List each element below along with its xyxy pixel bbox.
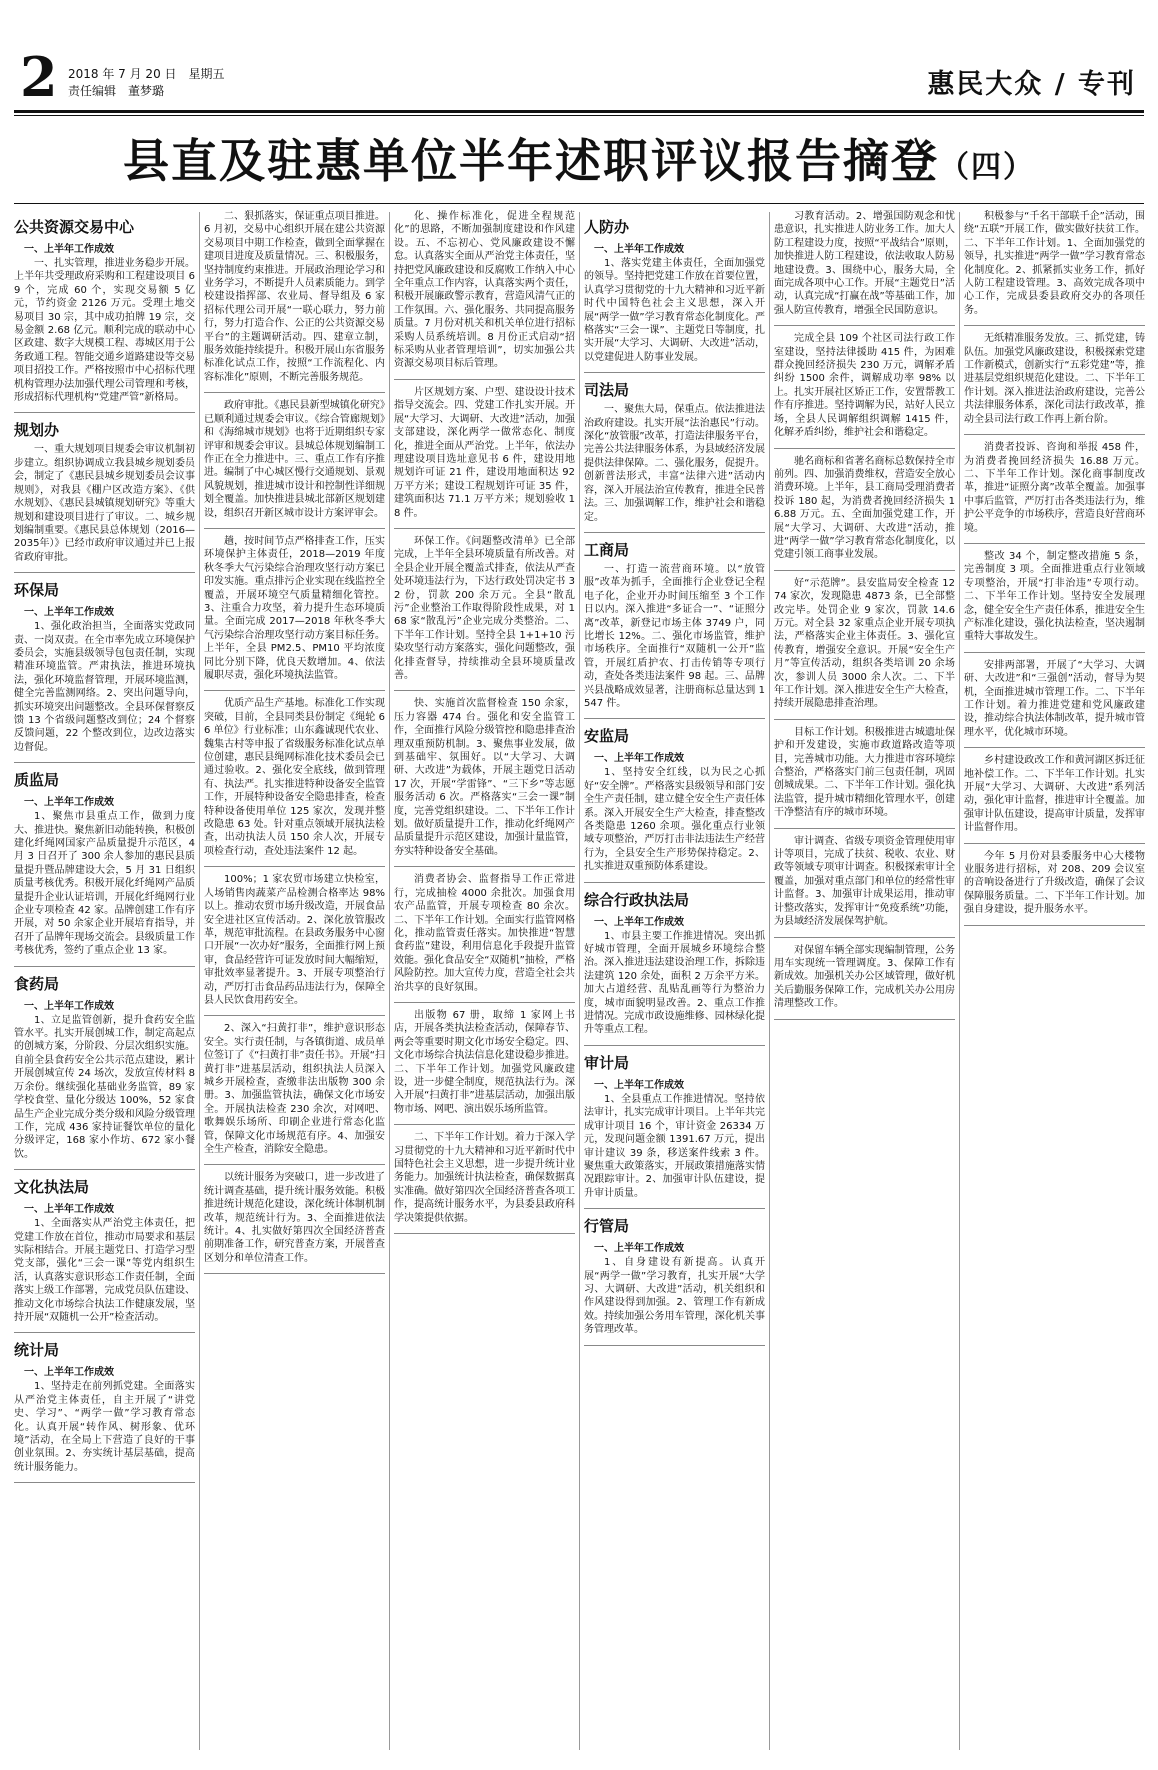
article-block: [584, 725, 765, 873]
column-divider: [579, 212, 580, 1750]
article-block: [394, 210, 575, 371]
section-divider: [14, 1482, 195, 1483]
header-rule-thick: [14, 110, 1144, 113]
article-block: [204, 697, 385, 858]
article-body: 1、坚持走在前列抓党建。全面落实从严治党主体责任，自主开展了“讲党史、学习”、“两学一做”学习教育常态化。认真开展“转作风、树形象、优环境”活动，在全局上下营造了良好的干事创业氛围。2、夯实统计基层基础，提高统计服务能力。: [14, 1381, 195, 1473]
article-title: 司法局: [584, 381, 630, 400]
article-subtitle: 一、上半年工作成效: [594, 1079, 684, 1091]
article-block: [584, 379, 765, 524]
brand-name: 惠民大众: [927, 69, 1044, 100]
article-block: [964, 441, 1145, 535]
article-title: 安监局: [584, 727, 630, 746]
column-divider: [199, 212, 200, 1750]
article-body: 习教育活动。2、增强国防观念和忧患意识，扎实推进人防业务工作。加大人防工程建设力度，按照“平战结合”原则，加快推进人防工程建设，依法收取人防易地建设费。3、围绕中心，服务大局，全面完成各项中心工作。开展“主题党日”活动，认真完成“打赢在战”等基础工作，加强人防宣传教育，增强全民国防意识。: [774, 211, 955, 316]
article-body: 1、市县主要工作推进情况。突出抓好城市管理，全面开展城乡环境综合整治。深入推进违法建设治理工作，拆除违法建筑 120 余处，面积 2 万余平方米。加大占道经营、乱贴乱画等行为整治力度，城市面貌明显改善。2、重点工作推进情况。完成市政设施维修、园林绿化提升等重点工程。: [584, 930, 765, 1036]
article-block: [964, 550, 1145, 644]
article-body: 乡村建设政改工作和黄河湖区拆迁征地补偿工作。二、下半年工作计划。扎实开展“大学习、大调研、大改进”系列活动，强化审计监督，推进审计全覆盖。加强审计队伍建设，提高审计质量，发挥审计监督作用。: [964, 755, 1145, 834]
section-divider: [14, 572, 195, 573]
article-subtitle: 一、上半年工作成效: [24, 1367, 114, 1379]
article-body: 无纸精准服务发放。三、抓党建，铸队伍。加强党风廉政建设，积极探索党建工作新模式，创新实行“五彩党建”等，推进基层党组织规范化建设。二、下半年工作计划。深入推进法治政府建设，完善公共法律服务体系，深化司法行政改革，推动全县司法行政工作再上新台阶。: [964, 333, 1145, 425]
article-title: 质监局: [14, 771, 60, 790]
section-divider: [774, 719, 955, 720]
article-body: 优质产品生产基地。标准化工作实现突破，目前，全县同类县份制定《绳轮 66 单位》行业标准；山东鑫诚现代农业、魏集古村等申报了省级服务标准化试点单位创建，惠民县绳网标准化技术委员会已通过验收。2、强化安全底线，做到管理有、执法严。扎实推进特种设备安全监管工作，开展特种设备安全隐患排查，检查特种设备使用单位 125 家次，发现并整改隐患 63 处。针对重点领域开展执法检查，出动执法人员 150 余人次，开展专项检查行动，查处违法案件 12 起。: [204, 698, 385, 857]
brand-logo: 惠民大众 / 专刊: [927, 69, 1136, 100]
article-block: [964, 210, 1145, 317]
article-body: 一、聚焦大局，保重点。依法推进法治政府建设。扎实开展“法治惠民”行动。深化“放管服”改革，打造法律服务平台，完善公共法律服务体系，为县域经济发展提供法律保障。二、强化服务，促提升。创新普法形式，丰富“法律六进”活动内容，深入开展法治宣传教育，推进全民普法。三、加强调解工作，维护社会和谐稳定。: [584, 404, 765, 523]
article-block: [964, 659, 1145, 739]
section-divider: [964, 747, 1145, 748]
article-block: [584, 889, 765, 1037]
headline-part: （四）: [939, 150, 1035, 185]
section-divider: [584, 372, 765, 373]
article-title: 环保局: [14, 581, 60, 600]
article-body: 1、聚焦市县重点工作，做到力度大、推进快。聚焦新旧动能转换，积极创建化纤绳网国家产品质量提升示范区，4 月 3 日召开了 300 余人参加的惠民县质量提升暨品牌建设大会，5 月 31 日组织质量考核优秀。积极开展化纤绳网产品质量提升企业认证培训，开展化纤绳网行业企业专项检查 42 家。品牌创建工作有序开展，对 50 余家企业开展培育指导，并召开了品牌年现场交流会。县级质量工作考核优秀，签约了重点企业 13 家。: [14, 811, 195, 957]
article-block: [394, 1131, 575, 1225]
article-block: [964, 332, 1145, 426]
article-block: [774, 577, 955, 711]
section-divider: [204, 1015, 385, 1016]
article-subtitle: 一、上半年工作成效: [24, 797, 114, 809]
section-divider: [204, 1164, 385, 1165]
section-divider: [394, 690, 575, 691]
article-title: 公共资源交易中心: [14, 218, 135, 236]
section-divider: [584, 1345, 765, 1346]
article-block: [14, 769, 195, 957]
article-body: 审计调查、省级专项资金管理使用审计等项目，完成了扶贫、税收、农业、财政等领域专项审计调查。积极探索审计全覆盖，加强对重点部门和单位的经常性审计监督。3、加强审计成果运用，推动审计整改落实，发挥审计“免疫系统”功能，为县域经济发展保驾护航。: [774, 835, 955, 928]
article-block: [394, 535, 575, 682]
article-body: 快、实施首次监督检查 150 余家，压力容器 474 台。强化和安全监管工作，全面推行风险分级管控和隐患排查治理双重预防机制。3、聚焦事业发展，做到基础牢、氛围好。以“大学习、大调研、大改进”为载体，开展主题党日活动 17 次，开展“学雷锋”、“三下乡”等志愿服务活动 6 次。严格落实“三会一课”制度，完善党组织建设。二、下半年工作计划。做好质量提升工作，推动化纤绳网产品质量提升示范区建设，加强计量监管，夯实特种设备安全基础。: [394, 698, 575, 857]
section-divider: [964, 652, 1145, 653]
section-divider: [774, 448, 955, 449]
article-title: 统计局: [14, 1341, 60, 1360]
article-body: 二、狠抓落实，保证重点项目推进。6 月初，交易中心组织开展在建公共资源交易项目中期工作检查，做到全面掌握在建项目进度及质量情况。三、积极服务，坚持制度约束推进。开展政治理论学习和业务学习，不断提升人员素质能力。到学校建设指挥部、农业局、督导组及 6 家招标代理公司开展“一联心联力，努力前行，努力打造合作、公正的公共资源交易平台”的主题调研活动。四、建章立制，服务效能持续提升。积极开展山东省服务标准化试点工作，按照“工作流程化、内容标准化”原则，不断完善服务规范。: [204, 211, 385, 383]
article-subtitle: 一、上半年工作成效: [24, 1000, 114, 1012]
column-divider: [769, 212, 770, 1750]
article-block: [14, 579, 195, 754]
column-6: [964, 210, 1145, 1750]
article-body: 消费者协会、监督指导工作正常进行，完成抽检 4000 余批次。加强食用农产品监管，开展专项检查 80 余次。二、下半年工作计划。全面实行监管网格化，推动监管责任落实。加快推进“智慧食药监”建设，利用信息化手段提升监管效能。强化食品安全“双随机”抽检，严格风险防控。加大宣传力度，营造全社会共治共享的良好氛围。: [394, 874, 575, 993]
article-body: 完成全县 109 个社区司法行政工作室建设，坚持法律援助 415 件，为困难群众挽回经济损失 230 万元，调解矛盾纠纷 1500 余件，调解成功率 98% 以上。扎实开展社区矫正工作，安置帮教工作有序推进。坚持调解为民，站好人民立场，全县人民调解组织调解 1415 件，化解矛盾纠纷，维护社会和谐稳定。: [774, 333, 955, 439]
section-divider: [204, 1273, 385, 1274]
article-block: [394, 697, 575, 858]
section-name: 专刊: [1078, 69, 1136, 100]
article-body: 目标工作计划。积极推进古城遗址保护和开发建设，实施市政道路改造等项目，完善城市功能。大力推进市容环境综合整治，严格落实门前三包责任制，巩固创城成果。二、下半年工作计划。强化执法监管，提升城市精细化管理水平，创建干净整洁有序的城市环境。: [774, 726, 955, 819]
article-subtitle: 一、上半年工作成效: [594, 753, 684, 765]
article-body: 出版物 67 册，取缔 1 家网上书店，开展各类执法检查活动，保障春节、两会等重要时期文化市场安全稳定。四、文化市场综合执法信息化建设稳步推进。二、下半年工作计划。加强党风廉政建设，进一步健全制度，规范执法行为。深入开展“扫黄打非”进基层活动，加强出版物市场、网吧、演出娱乐场所监管。: [394, 1009, 575, 1115]
section-divider: [584, 1045, 765, 1046]
article-body: 环保工作。《问题整改清单》已全部完成，上半年全县环境质量有所改善。对全县企业开展全覆盖式排查，依法从严查处环境违法行为，下达行政处罚决定书 32 份，罚款 200 余万元。全县“散乱污”企业整治工作取得阶段性成果，对 168 家“散乱污”企业完成分类整治。二、下半年工作计划。坚持全县 1+1+10 污染攻坚行动方案落实，强化问题整改，强化排查督导，持续推动全县环境质量改善。: [394, 535, 575, 681]
article-title: 食药局: [14, 974, 60, 993]
section-divider: [964, 325, 1145, 326]
article-title: 规划办: [14, 421, 60, 440]
section-divider: [394, 379, 575, 380]
article-body: 以统计服务为突破口，进一步改进了统计调查基础，提升统计服务效能。积极推进统计规范化建设，深化统计体制机制改革，规范统计行为。3、全面推进依法统计。4、扎实做好第四次全国经济普查前期准备工作，研究普查方案，开展普查区划分和单位清查工作。: [204, 1172, 385, 1264]
section-divider: [774, 937, 955, 938]
article-body: 1、自身建设有新提高。认真开展“两学一做”学习教育，扎实开展“大学习、大调研、大改进”活动，机关组织和作风建设得到加强。2、管理工作有新成效。持续加强公务用车管理，深化机关事务管理改革。: [584, 1257, 765, 1336]
article-block: [14, 973, 195, 1161]
article-subtitle: 一、上半年工作成效: [594, 916, 684, 928]
article-body: 1、立足监管创新，提升食药安全监管水平。扎实开展创城工作，制定高起点的创城方案，分阶段、分层次组织实施。自前全县食药安全公共示范点建设，累计开展创城宣传 24 场次，发放宣传材料 8 万余份。继续强化基础业务监管，89 家学校食堂、量化分级达 100%，52 家食品生产企业完成分类分级和风险分级管理工作，完成 436 家持证餐饮单位的量化分级评定，168 家小作坊、672 家小餐饮。: [14, 1014, 195, 1160]
column-divider: [959, 212, 960, 1750]
section-divider: [394, 866, 575, 867]
article-title: 工商局: [584, 540, 630, 559]
article-body: 一、重大规划项目规委会审议机制初步建立。组织协调成立我县城乡规划委员会，制定了《惠民县城乡规划委员会议事规则》，对我县《棚户区改造方案》、《供水规划》、《惠民县城镇规划研究》等重大规划和建设项目进行了审议。二、城乡规划编制重要。《惠民县总体规划（2016—2035年）》已经市政府审议通过并已上报省政府审批。: [14, 444, 195, 563]
column-5: [774, 210, 955, 1750]
article-body: 一、扎实管理，推进业务稳步开展。上半年共受理政府采购和工程建设项目 69 个，完成 60 个，实现交易额 5 亿元，节约资金 2126 万元。受理土地交易项目 30 宗，其中成功拍牌 19 宗，交易金额 2.68 亿元。顺利完成的联动中心区政建、数字大规模工程、毒城区用于公务政通工程。智能交通乡道路建设等交易项目招投工作。严格按照市中心招标代理机构管理办法加强代理公司管理和考核，形成招标代理机构“党建严管”新格局。: [14, 258, 195, 404]
article-subtitle: 一、上半年工作成效: [24, 607, 114, 619]
page-number: 2: [20, 45, 58, 109]
column-2: [204, 210, 385, 1750]
article-body: 消费者投诉、咨询和举报 458 件，为消费者挽回经济损失 16.88 万元。二、下半年工作计划。深化商事制度改革，推进“证照分离”改革全覆盖。加强事中事后监管，严厉打击各类违法行为，维护公平竞争的市场秩序，营造良好营商环境。: [964, 442, 1145, 534]
section-divider: [964, 434, 1145, 435]
article-block: [14, 419, 195, 564]
section-divider: [204, 690, 385, 691]
article-body: 2、深入“扫黄打非”，维护意识形态安全。实行责任制，与各镇街道、成员单位签订了《“扫黄打非”责任书》。开展“扫黄打非”进基层活动，组织执法人员深入城乡开展检查，查缴非法出版物 300 余册。3、加强监管执法，确保文化市场安全。开展执法检查 230 余次，对网吧、歌舞娱乐场所、印刷企业进行常态化监管，保障文化市场规范有序。4、加强安全生产检查，消除安全隐患。: [204, 1023, 385, 1155]
article-block: [204, 399, 385, 520]
section-divider: [964, 543, 1145, 544]
article-block: [204, 535, 385, 682]
section-divider: [584, 882, 765, 883]
section-divider: [14, 1332, 195, 1333]
masthead: [14, 45, 1144, 109]
article-block: [394, 1009, 575, 1116]
section-divider: [964, 925, 1145, 926]
section-divider: [14, 412, 195, 413]
section-divider: [204, 528, 385, 529]
article-subtitle: 一、上半年工作成效: [24, 244, 114, 255]
section-divider: [584, 532, 765, 533]
section-divider: [584, 718, 765, 719]
section-divider: [14, 966, 195, 967]
section-divider: [774, 828, 955, 829]
editor-credit: 责任编辑 董梦璐: [68, 84, 165, 98]
article-block: [774, 726, 955, 820]
article-body: 100%；1 家农贸市场建立快检室，人场销售肉蔬菜产品检测合格率达 98% 以上。推动农贸市场升级改造，开展食品安全进社区宣传活动。2、深化放管服改革，规范审批流程。在县政务服务中心窗口开展“一次办好”服务，全面推行网上预审，食品经营许可证发放时间大幅缩短，审批效率显著提升。3、开展专项整治行动，严厉打击食品药品违法行为，保障全县人民饮食用药安全。: [204, 874, 385, 1006]
article-title: 文化执法局: [14, 1178, 90, 1197]
article-block: [584, 216, 765, 364]
article-body: 片区规划方案、户型、建设设计技术指导交流会。四、党建工作扎实开展。开展“大学习、大调研、大改进”活动，加强支部建设，深化两学一做常态化、制度化，推进全面从严治党。上半年，依法办理建设项目选址意见书 6 件，建设用地规划许可证 21 件，建设用地面积达 92 万平方米；建设工程规划许可证 35 件，建筑面积达 71.1 万平方米；规划验收 18 件。: [394, 386, 575, 519]
article-body: 二、下半年工作计划。着力于深入学习贯彻党的十九大精神和习近平新时代中国特色社会主义思想，进一步提升统计业务能力。加强统计执法检查，确保数据真实准确。做好第四次全国经济普查各项工作，提高统计服务水平，为县委县政府科学决策提供依据。: [394, 1132, 575, 1224]
column-divider: [389, 212, 390, 1750]
article-body: 安排两部署，开展了“大学习、大调研、大改进”和“三强创”活动，督导为契机，全面推进城市管理工作。二、下半年工作计划。着力推进党建和党风廉政建设，推动综合执法体制改革，提升城市管理水平，优化城市环境。: [964, 659, 1145, 738]
article-block: [964, 850, 1145, 917]
section-divider: [774, 1019, 955, 1020]
article-block: [204, 1022, 385, 1156]
article-block: [14, 216, 195, 404]
article-subtitle: 一、上半年工作成效: [594, 1243, 684, 1255]
article-block: [774, 210, 955, 317]
article-body: 1、强化政治担当，全面落实党政同责、一岗双责。在全市率先成立环境保护委员会，实施县级领导包包责任制，实现精准环境监管。严肃执法，推进环境执法，强化环境监督管理，开展环境监测，健全完善监测网络。2、突出问题导向，抓实环境突出问题整改。全县环保督察反馈 13 个省级问题整改到位；24 个督察反馈问题，22 个整改到位，边改边落实边督促。: [14, 621, 195, 753]
article-title: 人防办: [584, 218, 630, 236]
article-body: 化、操作标准化，促进全程规范化”的思路，不断加强制度建设和作风建设。五、不忘初心、党风廉政建设不懈怠。认真落实全面从严治党主体责任，坚持把党风廉政建设和反腐败工作纳入中心全年重点工作内容，认真落实两个责任，积极开展廉政警示教育，营造风清气正的工作氛围。六、强化服务、共同提高服务质量。7 月份对机关和机关单位进行招标采购人员系统培训。8 月份正式启动“招标采购从业者管理培训”，切实加强公共资源交易项目标后管理。: [394, 211, 575, 370]
article-body: 1、坚持安全红线，以为民之心抓好“安全牌”。严格落实县级领导和部门安全生产责任制，建立健全安全生产责任体系。深入开展安全生产大检查，排查整改各类隐患 1260 余项。强化重点行业领域专项整治，严厉打击非法违法生产经营行为，全县安全生产形势保持稳定。2、扎实推进双重预防体系建设。: [584, 767, 765, 873]
article-block: [584, 1052, 765, 1200]
article-body: 今年 5 月份对县委服务中心大楼物业服务进行招标，对 208、209 会议室的音响设备进行了升级改造，确保了会议保障服务质量。二、下半年工作计划。加强自身建设，提升服务水平。: [964, 850, 1145, 916]
article-body: 驰名商标和省著名商标总数保持全市前列。四、加强消费维权，营造安全放心消费环境。上半年，县工商局受理消费者投诉 180 起，为消费者挽回经济损失 16.88 万元。五、全面加强党建工作，开展“大学习、大调研、大改进”活动，推进“两学一做”学习教育常态化制度化，以党建引领工商事业发展。: [774, 455, 955, 561]
article-block: [964, 754, 1145, 834]
article-body: 政府审批。《惠民县新型城镇化研究》已顺利通过规委会审议。《综合管廊规划》和《海绵城市规划》也将于近期组织专家评审和规委会审议。县城总体规划编制工作正在全力推进中。三、重点工作有序推进。编制了中心城区慢行交通规划、景观风貌规划，推进城市设计和控制性详细规划全覆盖。加快推进县城北部新区规划建设，组织召开新区城市设计方案评审会。: [204, 400, 385, 519]
column-1: [14, 210, 195, 1750]
article-body: 1、落实党建主体责任，全面加强党的领导。坚持把党建工作放在首要位置，认真学习贯彻党的十九大精神和习近平新时代中国特色社会主义思想，深入开展“两学一做”学习教育常态化制度化。严格落实“三会一课”、主题党日等制度，扎实开展“大学习、大调研、大改进”活动，以党建促进人防事业发展。: [584, 258, 765, 363]
section-divider: [394, 1002, 575, 1003]
column-4: [584, 210, 765, 1750]
section-divider: [204, 392, 385, 393]
headline-rule: [14, 203, 1144, 204]
article-block: [584, 1215, 765, 1336]
article-block: [394, 386, 575, 520]
article-block: [14, 1176, 195, 1324]
article-body: 1、全面落实从严治党主体责任，把党建工作放在首位，推动市局要求和基层实际相结合。开展主题党日、打造学习型党支部，强化“三会一课”等党内组织生活，认真落实意识形态工作责任制，全面落实上级工作部署，完成党员队伍建设、推动文化市场综合执法工作健康发展，坚持开展“双随机一公开”检查活动。: [14, 1218, 195, 1323]
article-block: [584, 539, 765, 710]
section-divider: [394, 528, 575, 529]
article-subtitle: 一、上半年工作成效: [24, 1204, 114, 1216]
article-body: 好“示范牌”。县安监局安全检查 1274 家次，发现隐患 4873 条，已全部整改完毕。处罚企业 9 家次，罚款 14.6 万元。对全县 32 家重点企业开展专项执法，严格落实企业主体责任。3、强化宣传教育，增强安全意识。开展“安全生产月”等宣传活动，组织各类培训 20 余场次，参训人员 3000 余人次。二、下半年工作计划。深入推进安全生产大检查，持续开展隐患排查治理。: [774, 577, 955, 710]
section-divider: [774, 325, 955, 326]
section-divider: [964, 843, 1145, 844]
article-title: 综合行政执法局: [584, 890, 690, 909]
header-rule-thin: [14, 115, 1144, 116]
article-block: [204, 1171, 385, 1265]
article-title: 审计局: [584, 1053, 630, 1072]
headline-main: 县直及驻惠单位半年述职评议报告摘登: [123, 134, 939, 188]
article-body: 积极参与“千名干部联千企”活动，围绕“五联”开展工作，做实做好扶贫工作。二、下半年工作计划。1、全面加强党的领导，扎实推进“两学一做”学习教育常态化制度化。2、抓紧抓实业务工作，抓好人防工程建设管理。3、高效完成各项中心工作，完成县委县政府交办的各项任务。: [964, 211, 1145, 316]
article-block: [14, 1339, 195, 1474]
section-divider: [394, 1124, 575, 1125]
article-body: 整改 34 个，制定整改措施 5 条，完善制度 3 项。全面推进重点行业领域专项整治，开展“打非治违”专项行动。二、下半年工作计划。坚持安全发展理念，健全安全生产责任体系，推进安全生产标准化建设，强化执法检查，坚决遏制重特大事故发生。: [964, 550, 1145, 643]
article-block: [204, 210, 385, 384]
page-headline: [14, 128, 1144, 198]
section-divider: [204, 866, 385, 867]
column-3: [394, 210, 575, 1750]
article-body: 1、全县重点工作推进情况。坚持依法审计，扎实完成审计项目。上半年共完成审计项目 16 个，审计资金 26334 万元，发现问题金额 1391.67 万元，提出审计建议 39 条，移送案件线索 3 件。聚焦重大政策落实，开展政策措施落实情况跟踪审计。2、加强审计队伍建设，提升审计质量。: [584, 1093, 765, 1199]
article-block: [774, 944, 955, 1011]
article-title: 行管局: [584, 1217, 630, 1236]
article-block: [204, 873, 385, 1007]
article-body: 一、打造一流营商环境。以“放管服”改革为抓手，全面推行企业登记全程电子化，企业开办时间压缩至 3 个工作日以内。深入推进“多证合一”、“证照分离”改革，新登记市场主体 3749 户，同比增长 12%。二、强化市场监管，维护市场秩序。全面推行“双随机一公开”监管，开展红盾护农、打击传销等专项行动，查处各类违法案件 98 起。三、品牌兴县战略成效显著，注册商标总量达到 1547 件。: [584, 563, 765, 709]
article-body: 对保留车辆全部实现编制管理，公务用车实现统一管理调度。3、保障工作有新成效。加强机关办公区域管理，做好机关后勤服务保障工作，完成机关办公用房清理整改工作。: [774, 944, 955, 1010]
section-divider: [14, 762, 195, 763]
issue-date: 2018 年 7 月 20 日 星期五: [68, 67, 225, 81]
article-block: [774, 455, 955, 562]
section-divider: [14, 1169, 195, 1170]
issue-meta: [68, 66, 225, 100]
article-subtitle: 一、上半年工作成效: [594, 244, 684, 255]
article-block: [394, 873, 575, 994]
section-divider: [584, 1208, 765, 1209]
section-divider: [394, 1233, 575, 1234]
section-divider: [774, 570, 955, 571]
article-block: [774, 332, 955, 439]
article-block: [774, 835, 955, 929]
article-body: 趟，按时间节点严格排查工作，压实环境保护主体责任，2018—2019 年度秋冬季大气污染综合治理攻坚行动方案已印发实施。重点排污企业实现在线监控全覆盖，开展环境空气质量精细化管控。3、注重合力攻坚，着力提升生态环境质量。全面完成 2017—2018 年秋冬季大气污染综合治理攻坚行动方案目标任务。上半年，全县 PM2.5、PM10 平均浓度同比分别下降，优良天数增加。4、依法履职尽责，强化环境执法监管。: [204, 535, 385, 681]
